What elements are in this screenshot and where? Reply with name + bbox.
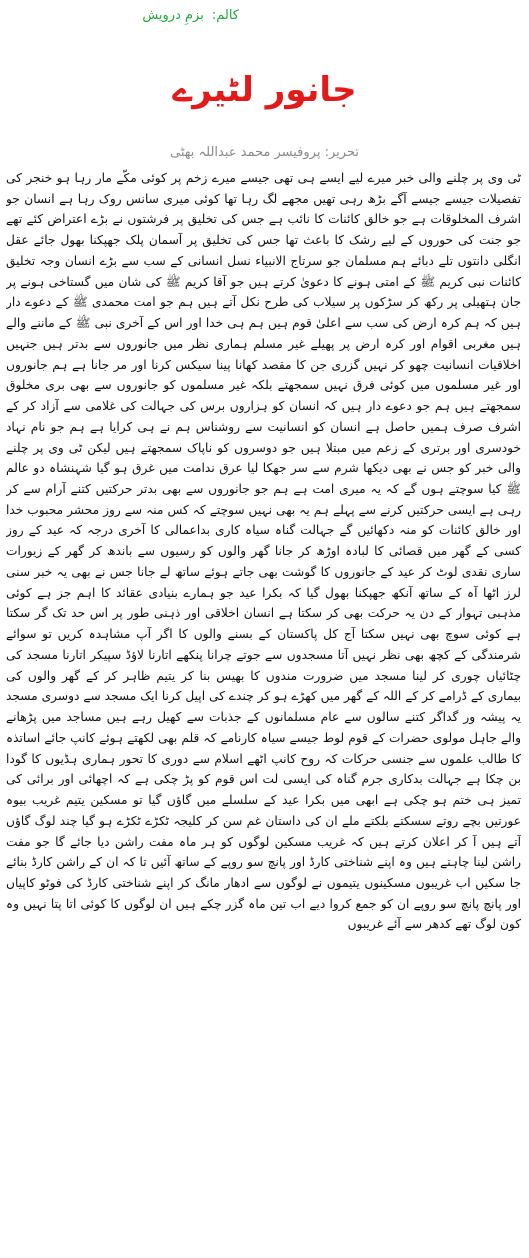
article-body: ٹی وی پر چلنے والی خبر میرے لیے ایسے ہی تھی جیسے میرے زخم پر کوئی مکّے مار رہا ہو خنجر کی تفصیلات جیسے جیسے آگے بڑھ رہی تھیں مجھے لگ رہا تھا کوئی میری سانس روک رہا ہے انسان جو اشرف المخلوقات ہے جو خالق کائنات کا نائب ہے جس کی تخلیق پر فرشتوں نے بڑے اعتراض کئے تھے جو جنت کی حوروں کے لیے رشک کا باعث تھا جس کی تخلیق پر آسمان پلک جھپکنا بھول جائے عقل انگلی دانتوں تلے دبائے ہم مسلمان جو سرتاج الانبیاء نسل انسانی کے سب سے بڑے انسان وجہ تخلیق کائنات نبی کریم ﷺ کے امتی ہونے کا دعویٰ کرتے ہیں جو آقا کریم ﷺ کی شان میں گستاخی ہونے پر جان ہتھیلی پر رکھ کر سڑکوں پر سیلاب کی طرح نکل آتے ہیں ہم جو امت محمدی ﷺ کے دعوے دار ہیں کہ ہم کرہ ارض کی سب سے اعلیٰ قوم ہیں ہم ہی خدا اور اس کے آخری نبی ﷺ کے ماننے والے ہیں مغربی اقوام اور کرہ ارض پر پھیلے غیر مسلم ہماری نظر میں جانوروں سے بدتر ہیں جنہیں اخلاقیات انسانیت چھو کر نہیں گزری جن کا مقصد کھانا پینا سیکس کرنا اور مر جانا ہے ہم جانوروں اور غیر مسلموں میں کوئی فرق نہیں سمجھتے بلکہ غیر مسلموں کو جانوروں سے بھی بری مخلوق سمجھتے ہیں ہم جو دعوے دار ہیں کہ انسان کو ہزاروں برس کی جہالت کی غلامی سے آزاد کر کے اشرف صرف ہمیں حاصل ہے انسان کو انسانیت سے روشناس ہم نے ہی کرایا ہے ہم جو نام نہاد خودسری اور برتری کے زعم میں مبتلا ہیں جو دوسروں کو ناپاک سمجھتے ہیں لیکن ٹی وی پر چلنے والی خبر کو جس نے بھی دیکھا شرم سے سر جھکا لیا عرق ندامت میں غرق ہو گیا شہنشاہ دو عالم ﷺ کیا سوچتے ہوں گے کہ یہ میری امت ہے ہم جو جانوروں سے بھی بدتر حرکتیں کتنے آرام سے کر رہی ہے ایسی حرکتیں کرنے سے پہلے ہم یہ بھی نہیں سوچتے کہ کس منہ سے روز محشر محبوب خدا اور خالق کائنات کو منہ دکھائیں گے جہالت گناہ سیاہ کاری بداعمالی کا آخری درجہ کہ عید کے روز کسی کے گھر میں قصائی کا لبادہ اوڑھ کر جانا گھر والوں کو رسیوں سے باندھ کر گھر کے زیورات ساری نقدی لوٹ کر عید کے جانوروں کا گوشت بھی جاتے ہوئے ساتھ لے جانا جس نے بھی یہ خبر سنی لرز اٹھا آہ کے ساتھ آنکھ جھپکنا بھول گیا کہ بکرا عید جو ہمارے بنیادی عقائد کا اہم جز ہے کوئی مذہبی تہوار کے دن یہ حرکت بھی کر سکتا ہے انسان اخلاقی اور ذہنی طور پر اس حد تک گر سکتا ہے کوئی سوچ بھی نہیں سکتا آج کل پاکستان کے بسنے والوں کا اگر آپ مشاہدہ کریں تو سوائے شرمندگی کے کچھ بھی نظر نہیں آتا مسجدوں سے جوتے چرانا پنکھے اتارنا لاؤڈ سپیکر اتارنا مسجد کی چٹائیاں چوری کر لینا مسجد میں ضرورت مندوں کا بھیس بنا کر یتیم ظاہر کر کے گھر والوں کی بیماری کے ڈرامے کر کے اللہ کے گھر میں کھڑے ہو کر چندے کی اپیل کرنا ایک مسجد سے دوسری مسجد یہ پیشہ ور گداگر کتنے سالوں سے عام مسلمانوں کے جذبات سے کھیل رہے ہیں مساجد میں پڑھانے والے جاہل مولوی حضرات کے قوم لوط جیسے سیاہ کارنامے کہ قلم بھی لکھتے ہوئے کانپ جائے اساتذہ کا طالب علموں سے جنسی حرکات کہ روح کانپ اٹھے اسلام سے دوری کا تحور ہماری ہڈیوں کا گودا بن چکا ہے جہالت بدکاری جرم گناہ کی ایسی لت اس قوم کو پڑ چکی ہے کہ اچھائی اور برائی کی تمیز ہی ختم ہو چکی ہے ابھی میں بکرا عید کے سلسلے میں گاؤں گیا تو مسکین یتیم غریب بیوہ عورتیں بچے روتے سسکتے بلکتے ملے ان کی داستان غم سن کر کلیجہ ٹکڑے ٹکڑے ہو گیا چند لوگ گاؤں آتے ہیں آ کر اعلان کرتے ہیں کہ غریب مسکین لوگوں کو ہر ماہ مفت راشن دیا جائے گا جو مفت راشن لینا چاہتے ہیں وہ اپنے شناختی کارڈ اور پانچ سو روپے کے ساتھ آئیں تا کہ ان کے راشن کارڈ بنائے جا سکیں اب غریبوں مسکینوں یتیموں نے لوگوں سے ادھار مانگ کر اپنے شناختی کارڈ کی فوٹو کاپیاں اور پانچ پانچ سو روپے ان کو جمع کروا دیے اب تین ماہ گزر چکے ہیں ان لوگوں کا کوئی اتا پتا نہیں وہ کون لوگ تھے کدھر سے آئے غریبوں (6, 171, 521, 932)
article-title: جانور لٹیرے (172, 70, 357, 110)
column-name: بزمِ درویش (142, 8, 204, 23)
column-label: کالم: (211, 8, 239, 23)
article-author: تحریر: پروفیسر محمد عبداللہ بھٹی (170, 145, 359, 160)
column-tag (9, 8, 239, 23)
